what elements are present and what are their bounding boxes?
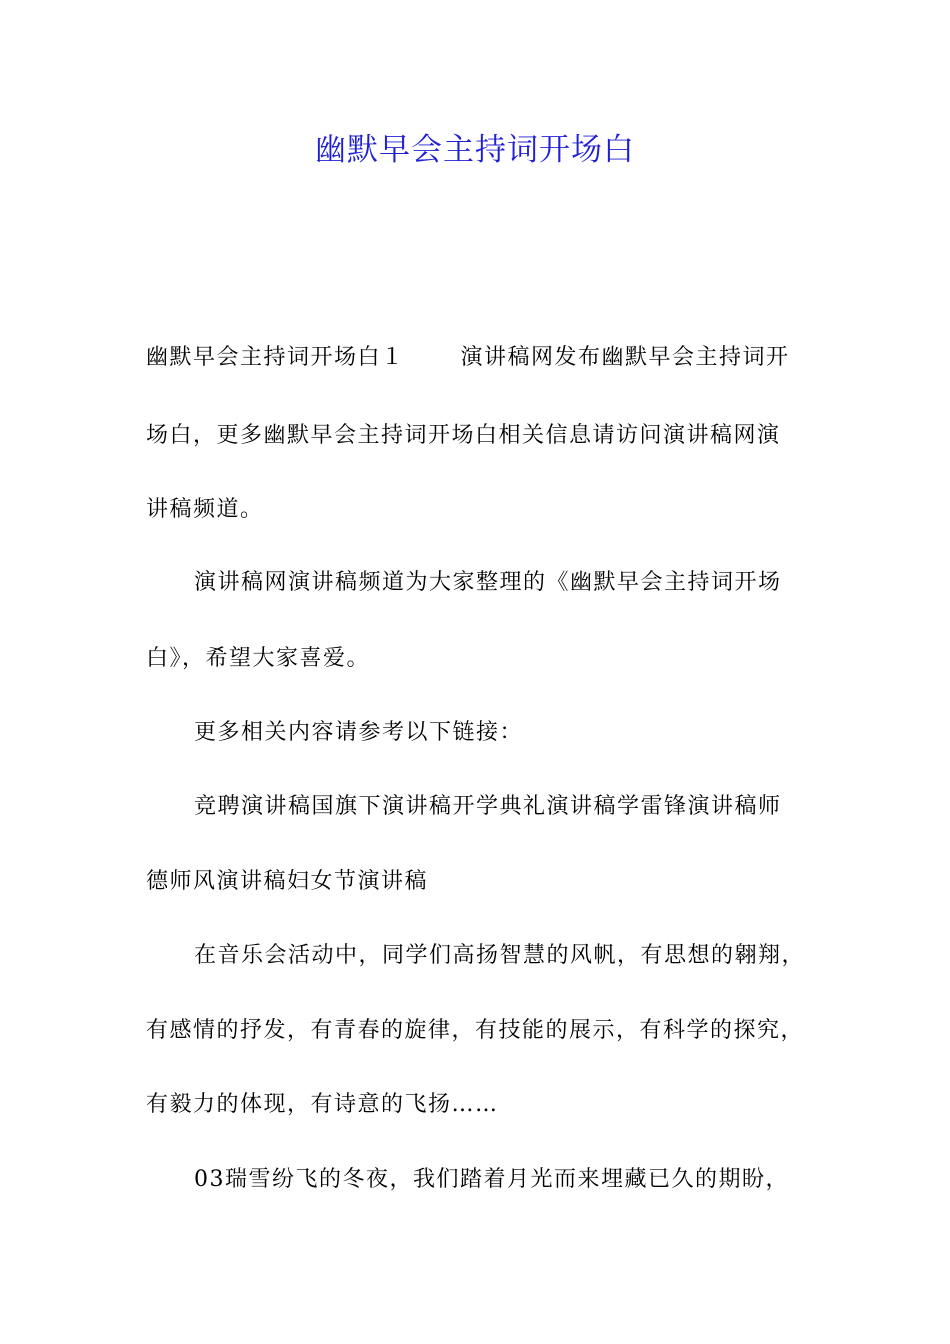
paragraph-line-6: 更多相关内容请参考以下链接： xyxy=(194,720,524,745)
paragraph-line-8: 德师风演讲稿妇女节演讲稿 xyxy=(146,869,429,894)
paragraph-line-9: 在音乐会活动中，同学们高扬智慧的风帆，有思想的翱翔， xyxy=(194,943,806,968)
paragraph-line-7: 竞聘演讲稿国旗下演讲稿开学典礼演讲稿学雷锋演讲稿师 xyxy=(194,794,782,819)
paragraph-line-10: 有感情的抒发，有青春的旋律，有技能的展示，有科学的探究， xyxy=(146,1018,805,1043)
paragraph-line-5: 白》，希望大家喜爱。 xyxy=(146,646,371,671)
document-title: 幽默早会主持词开场白 xyxy=(315,132,635,168)
line-1-heading: 幽默早会主持词开场白１ xyxy=(146,345,405,370)
paragraph-line-2: 场白，更多幽默早会主持词开场白相关信息请访问演讲稿网演 xyxy=(146,423,781,448)
paragraph-line-1 xyxy=(146,343,826,373)
paragraph-line-4: 演讲稿网演讲稿频道为大家整理的《幽默早会主持词开场 xyxy=(194,570,782,595)
line-1-text: 演讲稿网发布幽默早会主持词开 xyxy=(460,345,790,370)
paragraph-line-12: 03瑞雪纷飞的冬夜，我们踏着月光而来埋藏已久的期盼， xyxy=(194,1167,789,1192)
paragraph-line-11: 有毅力的体现，有诗意的飞扬…… xyxy=(146,1092,499,1117)
paragraph-line-3: 讲稿频道。 xyxy=(146,497,264,522)
